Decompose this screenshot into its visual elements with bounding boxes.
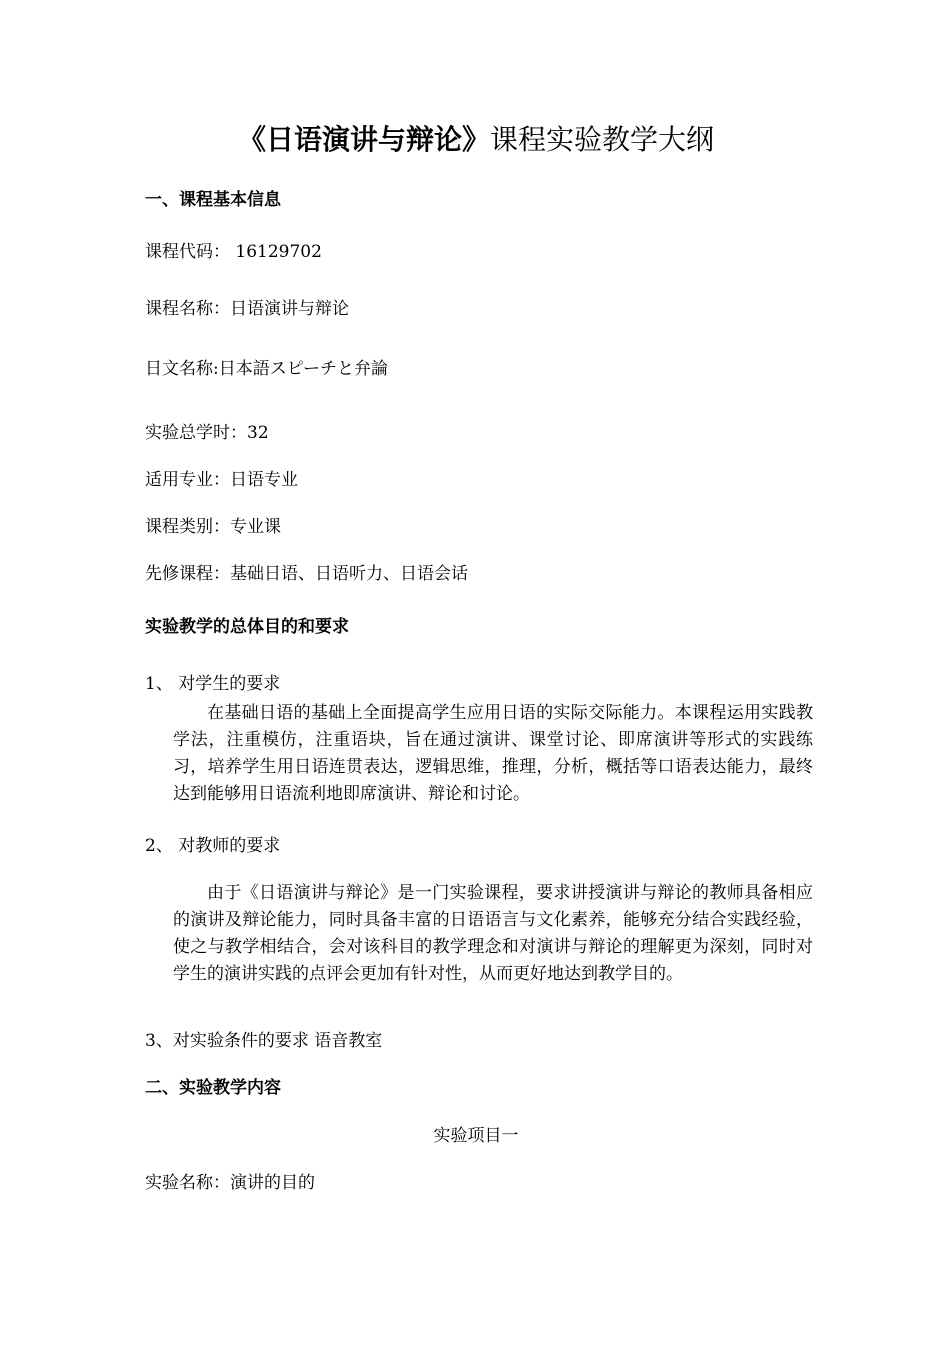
section-heading-basic-info: 一、课程基本信息 bbox=[145, 190, 281, 210]
total-hours: 实验总学时：32 bbox=[145, 423, 269, 443]
teacher-requirements-text: 由于《日语演讲与辩论》是一门实验课程，要求讲授演讲与辩论的教师具备相应的演讲及辩论能力，同时具备丰富的日语语言与文化素养，能够充分结合实践经验，使之与教学相结合，会对该科目的教学理念和对演讲与辩论的理解更为深刻，同时对学生的演讲实践的点评会更加有针对性，从而更好地达到教学目的。 bbox=[173, 883, 813, 984]
document-title-suffix: 课程实验教学大纲 bbox=[490, 123, 715, 156]
teacher-requirements-label: 2、 对教师的要求 bbox=[145, 836, 281, 856]
student-requirements-text: 在基础日语的基础上全面提高学生应用日语的实际交际能力。本课程运用实践教学法，注重模仿，注重语块，旨在通过演讲、课堂讨论、即席演讲等形式的实践练习，培养学生用日语连贯表达，逻辑思维，推理，分析，概括等口语表达能力，最终达到能够用日语流利地即席演讲、辩论和讨论。 bbox=[173, 703, 813, 804]
lab-conditions: 3、对实验条件的要求 语音教室 bbox=[145, 1031, 383, 1051]
applicable-major: 适用专业：日语专业 bbox=[145, 470, 298, 490]
prerequisites: 先修课程：基础日语、日语听力、日语会话 bbox=[145, 564, 468, 584]
document-title bbox=[0, 122, 952, 158]
course-category: 课程类别：专业课 bbox=[145, 517, 281, 537]
course-name: 课程名称：日语演讲与辩论 bbox=[145, 299, 349, 319]
student-requirements-label: 1、 对学生的要求 bbox=[145, 674, 281, 694]
experiment-name: 实验名称：演讲的目的 bbox=[145, 1173, 315, 1193]
course-code: 课程代码： 16129702 bbox=[145, 242, 322, 262]
section-heading-content: 二、实验教学内容 bbox=[145, 1078, 281, 1098]
japanese-name: 日文名称:日本語スピーチと弁論 bbox=[145, 359, 389, 379]
document-title-course: 《日语演讲与辩论》 bbox=[237, 123, 490, 156]
section-heading-objectives: 实验教学的总体目的和要求 bbox=[145, 617, 349, 637]
project-title: 实验项目一 bbox=[433, 1126, 519, 1146]
